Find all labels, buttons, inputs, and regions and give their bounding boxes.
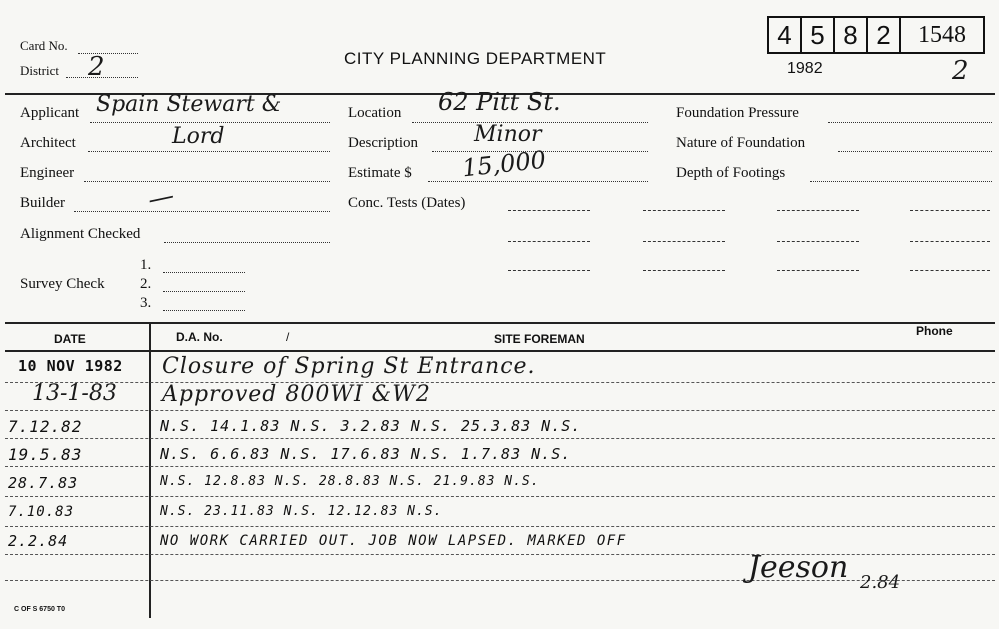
estimate-line xyxy=(428,181,648,182)
district-value: 2 xyxy=(88,52,105,82)
location-value: 62 Pitt St. xyxy=(438,88,561,116)
nature-label: Nature of Foundation xyxy=(676,135,806,151)
log-date: 2.2.84 xyxy=(8,532,69,550)
estimate-value: 15,000 xyxy=(460,145,548,183)
applicant-label: Applicant xyxy=(20,105,80,121)
architect-value: Lord xyxy=(172,124,225,149)
conc-test-slot xyxy=(508,270,590,271)
card-number-extra: 1548 xyxy=(918,21,966,48)
log-entry: N.S. 12.8.83 N.S. 28.8.83 N.S. 21.9.83 N.S. xyxy=(160,474,540,489)
card-no-line xyxy=(78,53,138,54)
row-separator xyxy=(5,526,995,527)
survey-line-2 xyxy=(163,291,245,292)
card-number-box xyxy=(767,16,985,54)
architect-line xyxy=(88,151,330,152)
log-column-divider xyxy=(149,322,151,618)
applicant-line xyxy=(90,122,330,123)
log-entry: N.S. 23.11.83 N.S. 12.12.83 N.S. xyxy=(160,504,443,519)
form-code: C OF S 6750 T0 xyxy=(14,606,65,613)
log-date: 19.5.83 xyxy=(8,445,83,464)
engineer-line xyxy=(84,181,330,182)
log-date: 13-1-83 xyxy=(32,381,117,406)
col-date-header: DATE xyxy=(54,332,86,346)
applicant-value: Spain Stewart & xyxy=(96,92,282,117)
signature-date: 2.84 xyxy=(860,572,901,593)
page-title: CITY PLANNING DEPARTMENT xyxy=(344,49,607,68)
conc-test-slot xyxy=(910,270,990,271)
log-date: 7.12.82 xyxy=(8,417,83,436)
conc-test-slot xyxy=(910,210,990,211)
card-number-digit-3: 8 xyxy=(835,18,868,52)
builder-value: — xyxy=(145,180,177,216)
survey-item-3: 3. xyxy=(140,295,152,311)
log-entry: N.S. 6.6.83 N.S. 17.6.83 N.S. 1.7.83 N.S. xyxy=(160,445,572,463)
conc-tests-label: Conc. Tests (Dates) xyxy=(348,195,466,211)
corner-mark: 2 xyxy=(952,56,969,86)
engineer-label: Engineer xyxy=(20,165,75,181)
log-date: 28.7.83 xyxy=(8,474,79,492)
alignment-line xyxy=(164,242,330,243)
row-separator xyxy=(5,438,995,439)
description-label: Description xyxy=(348,135,418,151)
row-separator xyxy=(5,496,995,497)
survey-item-2: 2. xyxy=(140,276,152,292)
location-label: Location xyxy=(348,105,402,121)
survey-item-1: 1. xyxy=(140,257,152,273)
survey-line-3 xyxy=(163,310,245,311)
conc-test-slot xyxy=(508,241,590,242)
conc-test-slot xyxy=(777,270,859,271)
row-separator xyxy=(5,466,995,467)
conc-test-slot xyxy=(508,210,590,211)
survey-label: Survey Check xyxy=(20,276,105,292)
alignment-label: Alignment Checked xyxy=(20,226,141,242)
builder-line xyxy=(74,211,330,212)
col-slash: / xyxy=(286,330,290,344)
card-year: 1982 xyxy=(787,60,823,77)
log-top-border xyxy=(5,322,995,324)
survey-line-1 xyxy=(163,272,245,273)
col-phone-header: Phone xyxy=(916,324,953,338)
col-da-header: D.A. No. xyxy=(176,330,223,344)
card-number-digit-2: 5 xyxy=(802,18,835,52)
conc-test-slot xyxy=(643,270,725,271)
row-separator xyxy=(5,382,995,383)
log-entry: Closure of Spring St Entrance. xyxy=(162,354,536,379)
col-foreman-header: SITE FOREMAN xyxy=(494,332,585,346)
log-entry: Approved 800WI &W2 xyxy=(162,382,431,407)
district-label: District xyxy=(20,63,59,78)
conc-test-slot xyxy=(643,210,725,211)
card-number-digit-1: 4 xyxy=(769,18,802,52)
log-date-stamp: 10 NOV 1982 xyxy=(18,357,123,375)
builder-label: Builder xyxy=(20,195,65,211)
log-date: 7.10.83 xyxy=(8,504,75,520)
depth-label: Depth of Footings xyxy=(676,165,786,181)
row-separator xyxy=(5,410,995,411)
conc-test-slot xyxy=(643,241,725,242)
log-header-divider xyxy=(5,350,995,352)
conc-test-slot xyxy=(777,241,859,242)
foundation-pressure-label: Foundation Pressure xyxy=(676,105,799,121)
card-number-digit-4: 2 xyxy=(868,18,901,52)
estimate-label: Estimate $ xyxy=(348,165,412,181)
depth-line xyxy=(810,181,992,182)
signature: Jeeson xyxy=(748,550,849,585)
architect-label: Architect xyxy=(20,135,76,151)
nature-line xyxy=(838,151,992,152)
description-value: Minor xyxy=(474,122,542,147)
foundation-pressure-line xyxy=(828,122,992,123)
card-no-label: Card No. xyxy=(20,38,68,53)
log-entry: NO WORK CARRIED OUT. JOB NOW LAPSED. MARKED OFF xyxy=(160,533,627,549)
log-entry: N.S. 14.1.83 N.S. 3.2.83 N.S. 25.3.83 N.S. xyxy=(160,417,582,435)
conc-test-slot xyxy=(777,210,859,211)
conc-test-slot xyxy=(910,241,990,242)
